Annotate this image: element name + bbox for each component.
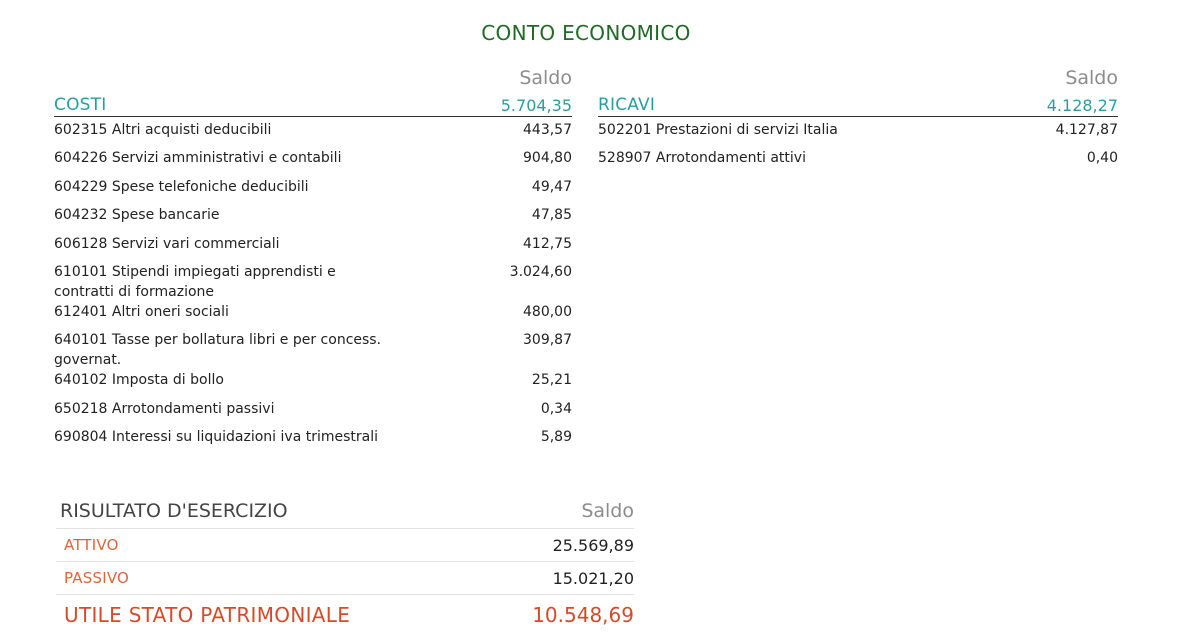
item-label: 602315 Altri acquisti deducibili [54,122,272,138]
item-value: 443,57 [523,122,572,138]
item-label: 612401 Altri oneri sociali [54,303,229,320]
item-value: 0,34 [540,400,572,417]
ricavi-saldo-header: Saldo [1065,67,1118,89]
passivo-value: 15.021,20 [552,568,634,588]
item-value: 4.127,87 [1055,122,1118,138]
utile-row [56,595,634,635]
item-label: 528907 Arrotondamenti attivi [598,150,806,167]
item-label: 610101 Stipendi impiegati apprendisti e contratti di formazione [54,263,336,300]
ricavi-heading-row [598,91,1118,117]
item-label: 604226 Servizi amministrativi e contabili [54,150,342,167]
list-item [54,148,572,176]
item-label: 650218 Arrotondamenti passivi [54,400,275,417]
list-item [54,262,572,302]
passivo-row [56,562,634,595]
item-value: 904,80 [523,150,572,167]
ricavi-heading: RICAVI [598,95,656,115]
passivo-label: PASSIVO [64,569,130,587]
item-value: 3.024,60 [509,263,572,280]
item-value: 0,40 [1086,150,1118,167]
ricavi-total: 4.128,27 [1046,96,1118,115]
item-value: 5,89 [540,429,572,446]
item-label: 502201 Prestazioni di servizi Italia [598,122,838,138]
item-label: 604232 Spese bancarie [54,207,220,224]
item-value: 47,85 [531,207,572,224]
list-item [54,399,572,427]
item-value: 412,75 [523,235,572,252]
list-item [54,330,572,370]
utile-value: 10.548,69 [532,603,634,627]
risultato-heading: RISULTATO D'ESERCIZIO [60,500,288,522]
ricavi-section [598,65,1118,177]
item-label: 604229 Spese telefoniche deducibili [54,178,309,195]
risultato-section [56,494,634,635]
item-value: 480,00 [523,303,572,320]
list-item [54,427,572,455]
item-label: 640101 Tasse per bollatura libri e per concess. governat. [54,332,382,369]
page-title: CONTO ECONOMICO [481,21,691,45]
item-value: 49,47 [531,178,572,195]
list-item [598,148,1118,176]
costi-saldo-header: Saldo [519,67,572,89]
item-value: 309,87 [523,332,572,349]
list-item [54,234,572,262]
list-item [54,177,572,205]
risultato-heading-row [56,494,634,529]
attivo-label: ATTIVO [64,536,119,554]
risultato-saldo-header: Saldo [581,500,634,522]
costi-list [54,120,572,456]
list-item [598,120,1118,148]
costi-heading-row [54,91,572,117]
utile-label: UTILE STATO PATRIMONIALE [64,603,351,627]
list-item [54,120,572,148]
item-label: 690804 Interessi su liquidazioni iva trimestrali [54,429,379,446]
list-item [54,302,572,330]
item-label: 640102 Imposta di bollo [54,372,224,389]
item-value: 25,21 [531,372,572,389]
list-item [54,205,572,233]
ricavi-list [598,120,1118,177]
costi-section [54,65,572,456]
item-label: 606128 Servizi vari commerciali [54,235,280,252]
costi-total: 5.704,35 [500,96,572,115]
attivo-value: 25.569,89 [552,535,634,555]
attivo-row [56,529,634,562]
list-item [54,370,572,398]
costi-heading: COSTI [54,95,107,115]
